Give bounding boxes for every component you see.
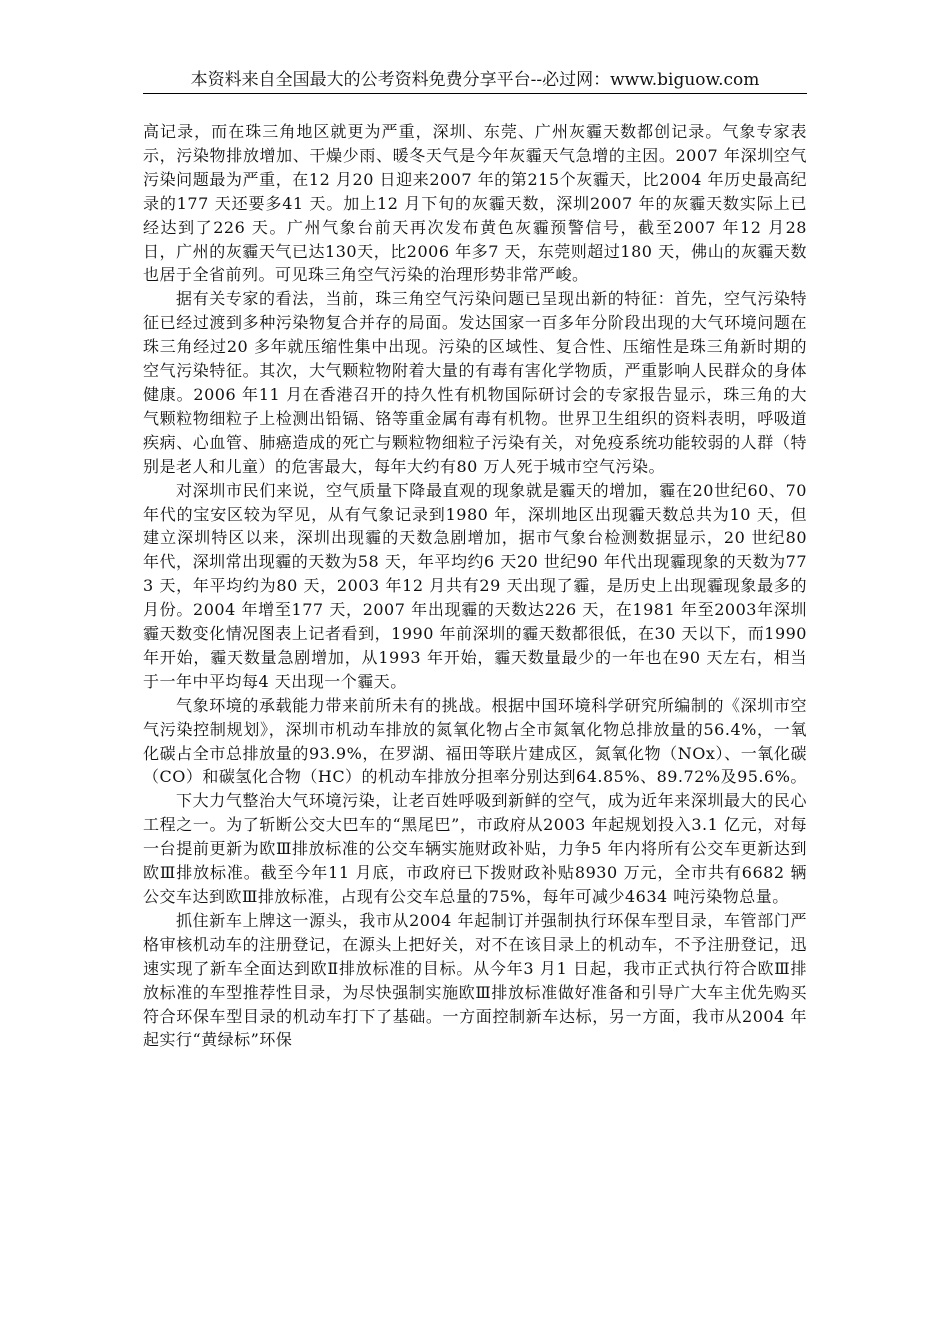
document-body	[143, 120, 807, 1052]
paragraph-6: 抓住新车上牌这一源头，我市从2004 年起制订并强制执行环保车型目录，车管部门严格审核机动车的注册登记，在源头上把好关，对不在该目录上的机动车，不予注册登记，迅速实现了新车全面达到欧Ⅱ排放标准的目标。从今年3 月1 日起，我市正式执行符合欧Ⅲ排放标准的车型推荐性目录，为尽快强制实施欧Ⅲ排放标准做好准备和引导广大车主优先购买符合环保车型目录的机动车打下了基础。一方面控制新车达标，另一方面，我市从2004 年起实行“黄绿标”环保	[143, 910, 807, 1050]
page-header: 本资料来自全国最大的公考资料免费分享平台--必过网：www.biguow.com	[190, 70, 760, 90]
paragraph-2: 据有关专家的看法，当前，珠三角空气污染问题已呈现出新的特征：首先，空气污染特征已经过渡到多种污染物复合并存的局面。发达国家一百多年分阶段出现的大气环境问题在珠三角经过20 多年就压缩性集中出现。污染的区域性、复合性、压缩性是珠三角新时期的空气污染特征。其次，大气颗粒物附着大量的有毒有害化学物质，严重影响人民群众的身体健康。2006 年11 月在香港召开的持久性有机物国际研讨会的专家报告显示，珠三角的大气颗粒物细粒子上检测出铅镉、铬等重金属有毒有机物。世界卫生组织的资料表明，呼吸道疾病、心血管、肺癌造成的死亡与颗粒物细粒子污染有关，对免疫系统功能较弱的人群（特别是老人和儿童）的危害最大，每年大约有80 万人死于城市空气污染。	[143, 289, 807, 476]
paragraph-3: 对深圳市民们来说，空气质量下降最直观的现象就是霾天的增加，霾在20世纪60、70 年代的宝安区较为罕见，从有气象记录到1980 年，深圳地区出现霾天数总共为10 天，但建立深圳特区以来，深圳出现霾的天数急剧增加，据市气象台检测数据显示，20 世纪80 年代，深圳常出现霾的天数为58 天，年平均约6 天20 世纪90 年代出现霾现象的天数为773 天，年平均约为80 天，2003 年12 月共有29 天出现了霾，是历史上出现霾现象最多的月份。2004 年增至177 天，2007 年出现霾的天数达226 天，在1981 年至2003年深圳霾天数变化情况图表上记者看到，1990 年前深圳的霾天数都很低，在30 天以下，而1990 年开始，霾天数量急剧增加，从1993 年开始，霾天数量最少的一年也在90 天左右，相当于一年中平均每4 天出现一个霾天。	[143, 480, 807, 691]
paragraph-1: 高记录，而在珠三角地区就更为严重，深圳、东莞、广州灰霾天数都创记录。气象专家表示，污染物排放增加、干燥少雨、暖冬天气是今年灰霾天气急增的主因。2007 年深圳空气污染问题最为严重，在12 月20 日迎来2007 年的第215个灰霾天，比2004 年历史最高纪录的177 天还要多41 天。加上12 月下旬的灰霾天数，深圳2007 年的灰霾天数实际上已经达到了226 天。广州气象台前天再次发布黄色灰霾预警信号，截至2007 年12 月28 日，广州的灰霾天气已达130天，比2006 年多7 天，东莞则超过180 天，佛山的灰霾天数也居于全省前列。可见珠三角空气污染的治理形势非常严峻。	[143, 122, 807, 285]
paragraph-5: 下大力气整治大气环境污染，让老百姓呼吸到新鲜的空气，成为近年来深圳最大的民心工程之一。为了斩断公交大巴车的“黑尾巴”，市政府从2003 年起规划投入3.1 亿元，对每一台提前更新为欧Ⅲ排放标准的公交车辆实施财政补贴，力争5 年内将所有公交车更新达到欧Ⅲ排放标准。截至今年11 月底，市政府已下拨财政补贴8930 万元，全市共有6682 辆公交车达到欧Ⅲ排放标准，占现有公交车总量的75%，每年可减少4634 吨污染物总量。	[143, 791, 807, 906]
paragraph-4: 气象环境的承载能力带来前所未有的挑战。根据中国环境科学研究所编制的《深圳市空气污染控制规划》，深圳市机动车排放的氮氧化物占全市氮氧化物总排放量的56.4%，一氧化碳占全市总排放量的93.9%，在罗湖、福田等联片建成区，氮氧化物（NOx）、一氧化碳（CO）和碳氢化合物（HC）的机动车排放分担率分别达到64.85%、89.72%及95.6%。	[143, 695, 807, 787]
header-divider	[143, 93, 807, 94]
